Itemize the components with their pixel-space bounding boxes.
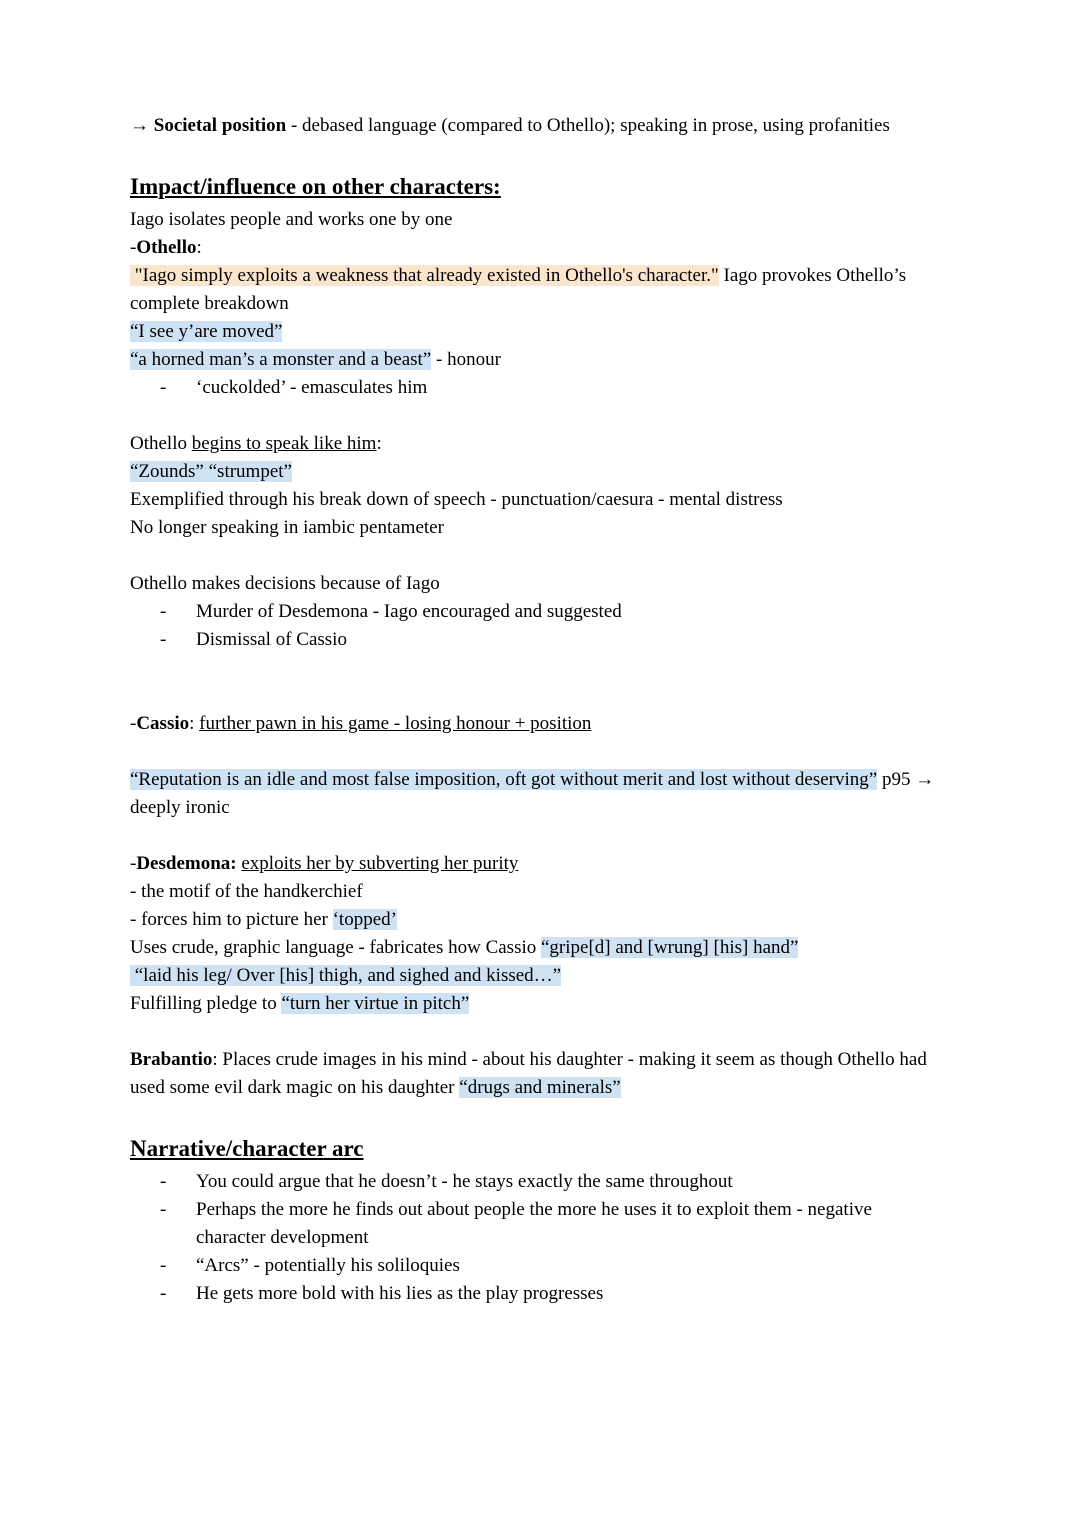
bullet-dash: - — [160, 1283, 167, 1304]
paragraph — [130, 1046, 940, 1102]
text-segment: Iago isolates people and works one by one — [130, 209, 453, 230]
text-segment: Othello makes decisions because of Iago — [130, 573, 440, 594]
bullet-item — [160, 1252, 940, 1280]
paragraph — [130, 570, 940, 598]
text-segment: No longer speaking in iambic pentameter — [130, 517, 444, 538]
text-segment: further pawn in his game - losing honour + position — [199, 713, 592, 734]
text-segment: - honour — [431, 349, 501, 370]
text-segment: “Zounds” “strumpet” — [130, 461, 292, 482]
text-segment: Perhaps the more he finds out about people the more he uses it to exploit them - negative character development — [196, 1199, 877, 1248]
text-segment: Othello — [136, 237, 197, 258]
bullet-dash: - — [160, 377, 167, 398]
text-segment: Desdemona: — [136, 853, 237, 874]
text-segment: : — [376, 433, 382, 454]
bullet-item — [160, 626, 940, 654]
paragraph — [130, 850, 940, 878]
blank-line — [130, 402, 940, 430]
text-segment: Brabantio — [130, 1049, 213, 1070]
text-segment: “I see y’are moved” — [130, 321, 283, 342]
text-segment: Exemplified through his break down of speech - punctuation/caesura - mental distress — [130, 489, 783, 510]
paragraph — [130, 262, 940, 318]
paragraph — [130, 878, 940, 906]
bullet-dash: - — [160, 1171, 167, 1192]
blank-line — [130, 542, 940, 570]
text-segment: : — [189, 713, 200, 734]
bullet-text — [196, 1196, 940, 1252]
text-segment: “Arcs” - potentially his soliloquies — [196, 1255, 460, 1276]
paragraph — [130, 766, 940, 822]
blank-line — [130, 1102, 940, 1130]
bullet-text — [196, 374, 940, 402]
text-segment: Murder of Desdemona - Iago encouraged and suggested — [196, 601, 622, 622]
text-segment: begins to speak like him — [191, 433, 377, 454]
paragraph — [130, 112, 940, 140]
text-segment: You could argue that he doesn’t - he stays exactly the same throughout — [196, 1171, 733, 1192]
paragraph — [130, 962, 940, 990]
text-segment: Societal position — [153, 115, 287, 136]
bullet-item — [160, 374, 940, 402]
heading — [130, 1130, 940, 1168]
text-segment: Dismissal of Cassio — [196, 629, 347, 650]
blank-line — [130, 1018, 940, 1046]
text-segment: - — [130, 853, 137, 874]
text-segment: p95 → deeply ironic — [130, 769, 939, 818]
text-segment: - the motif of the handkerchief — [130, 881, 363, 902]
text-segment: He gets more bold with his lies as the play progresses — [196, 1283, 604, 1304]
text-segment: Uses crude, graphic language - fabricates how Cassio — [130, 937, 541, 958]
bullet-item — [160, 1196, 940, 1252]
paragraph — [130, 458, 940, 486]
text-segment: exploits her by subverting her purity — [241, 853, 519, 874]
text-segment: ‘topped’ — [332, 909, 397, 930]
text-segment: - debased language (compared to Othello); speaking in prose, using profanities — [286, 115, 890, 136]
bullet-dash: - — [160, 601, 167, 622]
bullet-text — [196, 1168, 940, 1196]
document-body — [130, 112, 940, 1308]
text-segment: : — [196, 237, 202, 258]
blank-line — [130, 822, 940, 850]
text-segment: : Places crude images in his mind - about his daughter - making it seem as though Othello had used some evil dark magic on his daughter — [130, 1049, 932, 1098]
blank-line — [130, 738, 940, 766]
text-segment: → — [130, 115, 154, 136]
text-segment: ‘cuckolded’ - emasculates him — [196, 377, 428, 398]
paragraph — [130, 234, 940, 262]
paragraph — [130, 206, 940, 234]
text-segment: - forces him to picture her — [130, 909, 333, 930]
text-segment: Fulfilling pledge to — [130, 993, 282, 1014]
paragraph — [130, 318, 940, 346]
text-segment: Othello — [130, 433, 192, 454]
bullet-item — [160, 598, 940, 626]
text-segment: “laid his leg/ Over [his] thigh, and sighed and kissed…” — [130, 965, 562, 986]
text-segment: “gripe[d] and [wrung] [his] hand” — [541, 937, 799, 958]
text-segment: Iago provokes Othello’s complete breakdown — [130, 265, 911, 314]
bullet-text — [196, 598, 940, 626]
bullet-text — [196, 626, 940, 654]
bullet-dash: - — [160, 629, 167, 650]
bullet-text — [196, 1252, 940, 1280]
paragraph — [130, 934, 940, 962]
text-segment: “Reputation is an idle and most false imposition, oft got without merit and lost without deserving” — [130, 769, 878, 790]
text-segment: "Iago simply exploits a weakness that already existed in Othello's character." — [130, 265, 719, 286]
paragraph — [130, 346, 940, 374]
paragraph — [130, 906, 940, 934]
bullet-item — [160, 1280, 940, 1308]
heading — [130, 168, 940, 206]
text-segment: - — [130, 713, 137, 734]
text-segment: Cassio — [136, 713, 190, 734]
text-segment: “turn her virtue in pitch” — [281, 993, 470, 1014]
blank-line — [130, 682, 940, 710]
text-segment: Narrative/character arc — [130, 1136, 364, 1161]
text-segment: - — [130, 237, 137, 258]
paragraph — [130, 486, 940, 514]
paragraph — [130, 990, 940, 1018]
blank-line — [130, 654, 940, 682]
bullet-text — [196, 1280, 940, 1308]
bullet-dash: - — [160, 1255, 167, 1276]
paragraph — [130, 710, 940, 738]
blank-line — [130, 140, 940, 168]
paragraph — [130, 430, 940, 458]
text-segment: “drugs and minerals” — [459, 1077, 621, 1098]
paragraph — [130, 514, 940, 542]
bullet-dash: - — [160, 1199, 167, 1220]
text-segment: “a horned man’s a monster and a beast” — [130, 349, 432, 370]
bullet-item — [160, 1168, 940, 1196]
text-segment: Impact/influence on other characters: — [130, 174, 501, 199]
